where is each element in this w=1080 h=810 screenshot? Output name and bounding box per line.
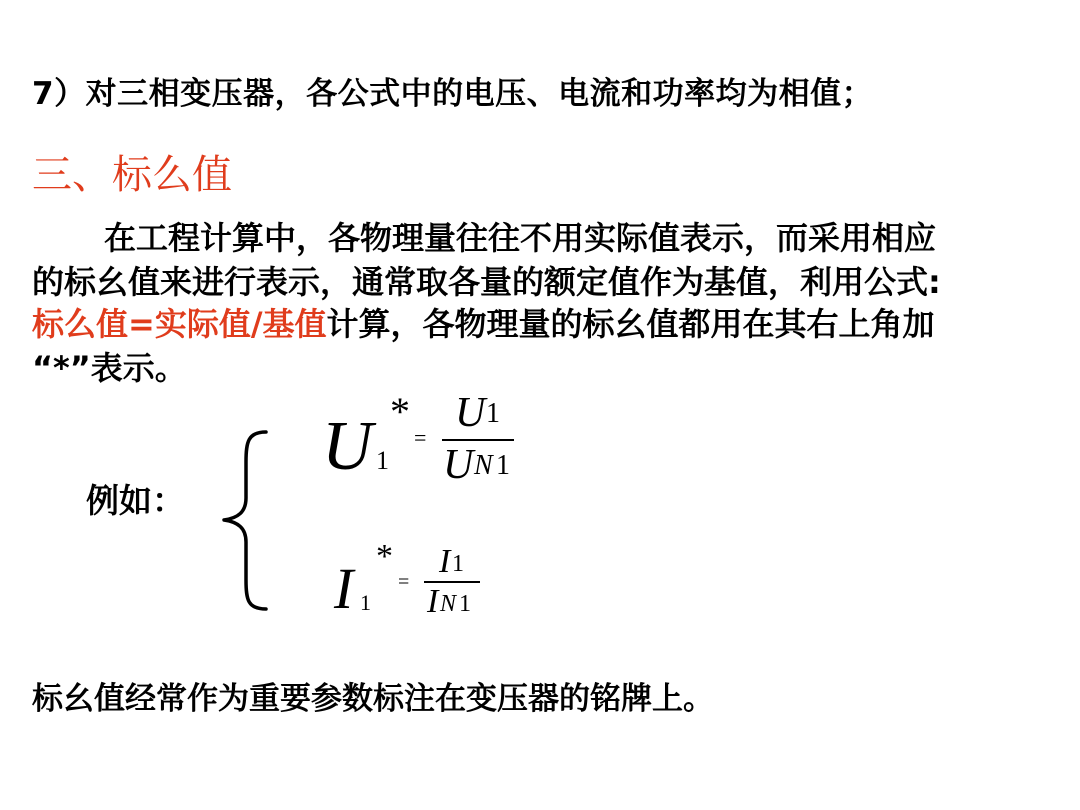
formula-i-equals: = <box>398 571 410 593</box>
formula-u-symbol: U <box>322 408 373 485</box>
paragraph-line-3-rest: 计算，各物理量的标幺值都用在其右上角加 <box>326 305 935 343</box>
paragraph-line-4: “*”表示。 <box>32 349 187 387</box>
formula-u-denominator-sub-n: N <box>474 450 493 481</box>
note-line-7: 7）对三相变压器，各公式中的电压、电流和功率均为相值； <box>32 76 874 112</box>
formula-u-denominator-sub-1: 1 <box>496 450 510 481</box>
formula-u-subscript: 1 <box>376 446 389 475</box>
footer-note: 标幺值经常作为重要参数标注在变压器的铭牌上。 <box>32 681 714 717</box>
formula-u-numerator-symbol: U <box>455 390 486 436</box>
formula-i-denominator-sub-1: 1 <box>459 591 471 617</box>
paragraph-line-2: 的标幺值来进行表示，通常取各量的额定值作为基值，利用公式: <box>32 263 941 301</box>
formula-i-denominator-symbol: I <box>427 583 439 620</box>
formula-u-fraction-bar <box>442 439 514 441</box>
formula-u-equals: = <box>414 425 427 450</box>
left-brace-icon <box>220 428 270 613</box>
formula-i-numerator-sub: 1 <box>452 551 464 577</box>
formula-i-denominator-sub-n: N <box>440 591 457 617</box>
formula-i-star: * <box>376 538 393 575</box>
formula-u-denominator-symbol: U <box>443 442 474 488</box>
paragraph-line-3 <box>32 299 935 345</box>
formula-u-star: * <box>390 389 410 434</box>
formula-u-numerator-sub: 1 <box>486 398 500 429</box>
section-heading: 三、标么值 <box>32 152 232 198</box>
paragraph-line-1: 在工程计算中，各物理量往往不用实际值表示，而采用相应 <box>104 219 937 257</box>
formula-i-subscript: 1 <box>360 590 371 615</box>
formula-i-symbol: I <box>334 556 354 621</box>
formula-i-numerator-symbol: I <box>439 543 451 580</box>
formula-highlight: 标么值=实际值/基值 <box>32 305 327 343</box>
example-label: 例如： <box>86 481 185 520</box>
